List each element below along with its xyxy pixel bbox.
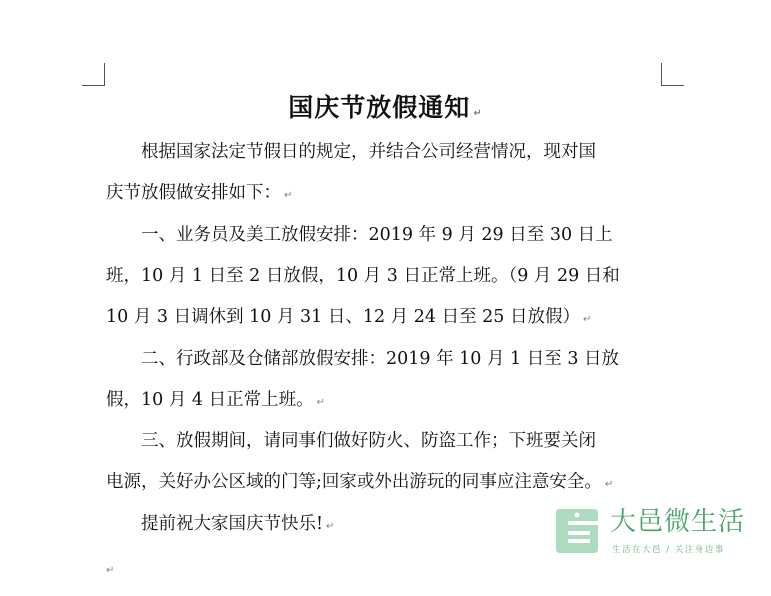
text-line-content: 提前祝大家国庆节快乐! — [106, 514, 324, 534]
text-line: 三、放假期间，请同事们做好防火、防盗工作；下班要关闭 — [106, 431, 596, 451]
paragraph-mark-icon: ↵ — [583, 314, 592, 325]
text-line-content: 假，10 月 4 日正常上班。 — [106, 390, 314, 410]
paragraph-item-1[interactable] — [106, 215, 666, 338]
text-line — [106, 380, 666, 421]
watermark — [554, 505, 754, 561]
text-line: 班，10 月 1 日至 2 日放假，10 月 3 日正常上班。（9 月 29 日和 — [106, 266, 620, 286]
paragraph-mark-icon: ↵ — [604, 479, 614, 490]
watermark-logo-icon — [554, 505, 600, 557]
crop-mark-top-left — [82, 63, 105, 86]
text-line — [106, 462, 666, 503]
paragraph-mark-icon: ↵ — [284, 190, 293, 201]
text-line: 一、业务员及美工放假安排：2019 年 9 月 29 日至 30 日上 — [106, 225, 613, 245]
text-line-content: 10 月 3 日调休到 10 月 31 日、12 月 24 日至 25 日放假） — [106, 307, 580, 327]
paragraph-mark-icon: ↵ — [316, 397, 325, 408]
text-line: 根据国家法定节假日的规定，并结合公司经营情况，现对国 — [106, 142, 596, 162]
paragraph-mark-icon: ↵ — [106, 565, 115, 576]
text-line-content: 电源，关好办公区域的门等;回家或外出游玩的同事应注意安全。 — [106, 472, 602, 492]
paragraph-intro[interactable] — [106, 132, 666, 214]
paragraph-mark-icon: ↵ — [473, 108, 483, 119]
crop-mark-top-right — [661, 63, 684, 86]
watermark-tagline: 生活在大邑 / 关注身边事 — [612, 545, 725, 555]
watermark-name: 大邑微生活 — [610, 507, 746, 537]
text-line — [106, 297, 666, 338]
text-line-content: 庆节放假做安排如下： — [106, 183, 281, 203]
text-line: 二、行政部及仓储部放假安排：2019 年 10 月 1 日至 3 日放 — [106, 349, 620, 369]
paragraph-item-3[interactable] — [106, 421, 666, 503]
document-title[interactable] — [0, 88, 771, 134]
paragraph-item-2[interactable] — [106, 339, 666, 421]
paragraph-mark-icon: ↵ — [326, 521, 335, 532]
document-title-text: 国庆节放假通知 — [288, 93, 471, 122]
text-line — [106, 173, 666, 214]
